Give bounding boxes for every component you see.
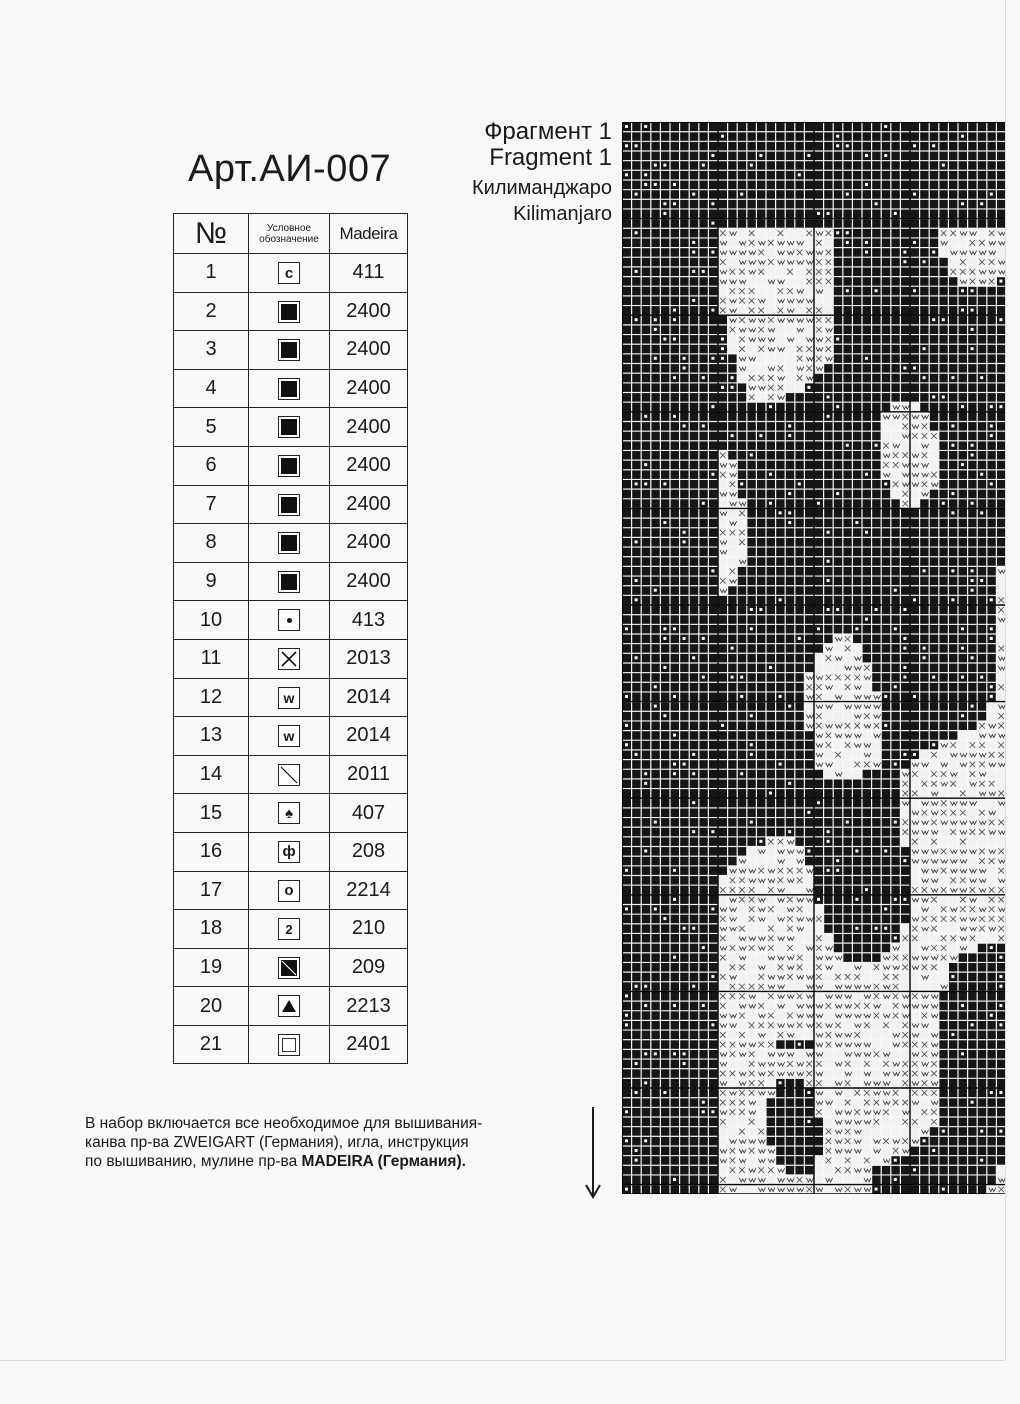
- legend-madeira-code: 2213: [330, 987, 408, 1026]
- legend-number: 15: [174, 794, 249, 833]
- legend-number: 17: [174, 871, 249, 910]
- legend-madeira-code: 2400: [330, 446, 408, 485]
- legend-number: 2: [174, 292, 249, 331]
- legend-row: [174, 832, 408, 871]
- page-edge-bottom: [0, 1360, 1005, 1361]
- filled-square-icon: [278, 494, 300, 516]
- legend-symbol: [249, 678, 330, 717]
- legend-madeira-code: 2014: [330, 678, 408, 717]
- legend-symbol: [249, 485, 330, 524]
- legend-row: [174, 755, 408, 794]
- legend-row: [174, 871, 408, 910]
- legend-symbol: [249, 987, 330, 1026]
- legend-symbol: [249, 601, 330, 640]
- legend-madeira-code: 2400: [330, 408, 408, 447]
- legend-symbol: [249, 717, 330, 756]
- legend-row: [174, 678, 408, 717]
- legend-symbol: [249, 794, 330, 833]
- legend-madeira-code: 2401: [330, 1025, 408, 1064]
- legend-number: 10: [174, 601, 249, 640]
- legend-header-row: [174, 214, 408, 254]
- legend-symbol: [249, 254, 330, 293]
- header-number: №: [174, 214, 249, 254]
- legend-symbol: [249, 369, 330, 408]
- legend-number: 1: [174, 254, 249, 293]
- legend-symbol: [249, 1025, 330, 1064]
- legend-number: 14: [174, 755, 249, 794]
- legend-madeira-code: 2400: [330, 292, 408, 331]
- diagonal-icon: [278, 764, 300, 786]
- legend-body: [174, 254, 408, 1064]
- legend-madeira-code: 2011: [330, 755, 408, 794]
- legend-madeira-code: 2214: [330, 871, 408, 910]
- w-letter-icon: w: [278, 725, 300, 747]
- legend-symbol: [249, 910, 330, 949]
- cross-stitch-chart: [622, 122, 1006, 1194]
- legend-number: 8: [174, 524, 249, 563]
- half-filled-icon: [278, 957, 300, 979]
- legend-number: 20: [174, 987, 249, 1026]
- legend-symbol: [249, 524, 330, 563]
- legend-row: [174, 254, 408, 293]
- note-line-2: канва пр-ва ZWEIGART (Германия), игла, инструкция: [85, 1134, 469, 1151]
- note-line-3-brand: MADEIRA (Германия).: [301, 1153, 466, 1170]
- legend-row: [174, 639, 408, 678]
- filled-square-icon: [278, 455, 300, 477]
- legend-madeira-code: 2400: [330, 562, 408, 601]
- legend-number: 18: [174, 910, 249, 949]
- legend-row: [174, 331, 408, 370]
- filled-square-icon: [278, 339, 300, 361]
- legend-number: 4: [174, 369, 249, 408]
- legend-row: [174, 948, 408, 987]
- note-line-1: В набор включается все необходимое для вышивания-: [85, 1115, 483, 1132]
- thread-legend-table: [173, 213, 408, 1064]
- legend-symbol: [249, 408, 330, 447]
- pattern-name-ru: Килиманджаро: [472, 177, 612, 199]
- legend-madeira-code: 2400: [330, 369, 408, 408]
- legend-symbol: [249, 755, 330, 794]
- legend-symbol: [249, 331, 330, 370]
- legend-row: [174, 485, 408, 524]
- fragment-label-ru: Фрагмент 1: [484, 118, 612, 145]
- legend-number: 9: [174, 562, 249, 601]
- legend-number: 16: [174, 832, 249, 871]
- page-edge-right: [1005, 0, 1006, 1360]
- legend-symbol: [249, 446, 330, 485]
- legend-row: [174, 369, 408, 408]
- arrow-down-icon: [583, 1105, 603, 1201]
- filled-square-icon: [278, 571, 300, 593]
- legend-row: [174, 794, 408, 833]
- legend-number: 21: [174, 1025, 249, 1064]
- legend-madeira-code: 208: [330, 832, 408, 871]
- legend-symbol: [249, 639, 330, 678]
- kit-contents-note: [85, 1114, 585, 1171]
- o-letter-icon: o: [278, 880, 300, 902]
- legend-row: [174, 717, 408, 756]
- legend-madeira-code: 209: [330, 948, 408, 987]
- legend-madeira-code: 210: [330, 910, 408, 949]
- legend-number: 6: [174, 446, 249, 485]
- note-line-3-prefix: по вышиванию, мулине пр-ва: [85, 1153, 302, 1170]
- legend-row: [174, 292, 408, 331]
- legend-madeira-code: 2400: [330, 485, 408, 524]
- legend-madeira-code: 2400: [330, 524, 408, 563]
- legend-row: [174, 408, 408, 447]
- legend-madeira-code: 413: [330, 601, 408, 640]
- legend-symbol: [249, 871, 330, 910]
- legend-symbol: [249, 292, 330, 331]
- legend-madeira-code: 2013: [330, 639, 408, 678]
- article-title: Арт.АИ-007: [188, 148, 392, 190]
- legend-row: [174, 524, 408, 563]
- legend-madeira-code: 411: [330, 254, 408, 293]
- legend-madeira-code: 2400: [330, 331, 408, 370]
- legend-number: 3: [174, 331, 249, 370]
- filled-square-icon: [278, 532, 300, 554]
- legend-row: [174, 987, 408, 1026]
- legend-number: 7: [174, 485, 249, 524]
- dot-icon: [278, 609, 300, 631]
- legend-number: 12: [174, 678, 249, 717]
- legend-madeira-code: 407: [330, 794, 408, 833]
- phi-icon: ф: [278, 841, 300, 863]
- pattern-name-en: Kilimanjaro: [513, 203, 612, 225]
- two-icon: 2: [278, 918, 300, 940]
- legend-row: [174, 910, 408, 949]
- header-symbol: [249, 214, 330, 254]
- triangle-icon: [278, 995, 300, 1017]
- header-brand: Madeira: [330, 214, 408, 254]
- legend-row: [174, 446, 408, 485]
- legend-row: [174, 562, 408, 601]
- filled-square-icon: [278, 378, 300, 400]
- legend-symbol: [249, 562, 330, 601]
- legend-row: [174, 1025, 408, 1064]
- legend-madeira-code: 2014: [330, 717, 408, 756]
- x-cross-icon: [278, 648, 300, 670]
- c-letter-icon: c: [278, 262, 300, 284]
- legend-number: 19: [174, 948, 249, 987]
- empty-square-icon: [278, 1034, 300, 1056]
- filled-square-icon: [278, 301, 300, 323]
- w-letter-icon: w: [278, 687, 300, 709]
- header-symbol-line1: Условное: [266, 222, 312, 234]
- spade-icon: ♠: [278, 802, 300, 824]
- legend-number: 11: [174, 639, 249, 678]
- note-line-3: [85, 1152, 585, 1171]
- fragment-label-en: Fragment 1: [489, 144, 612, 171]
- legend-number: 5: [174, 408, 249, 447]
- legend-symbol: [249, 832, 330, 871]
- filled-square-icon: [278, 416, 300, 438]
- legend-symbol: [249, 948, 330, 987]
- header-symbol-line2: обозначение: [259, 233, 319, 245]
- legend-number: 13: [174, 717, 249, 756]
- legend-row: [174, 601, 408, 640]
- cross-stitch-grid: [622, 122, 1006, 1194]
